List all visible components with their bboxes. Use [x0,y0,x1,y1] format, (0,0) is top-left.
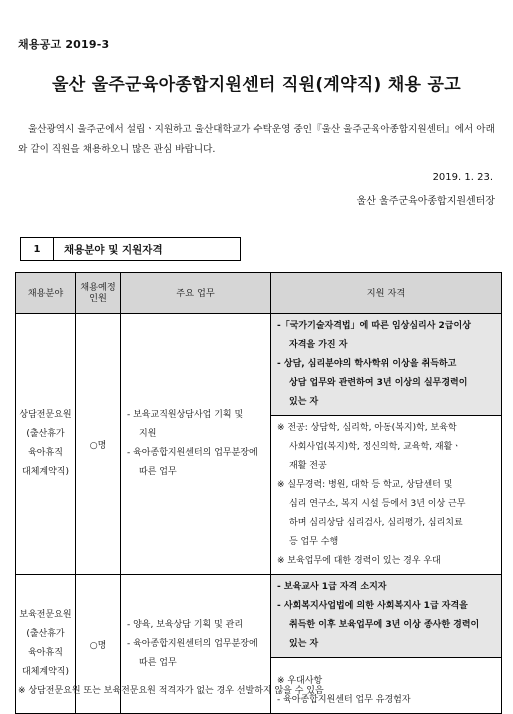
text-line: 육아휴직 [28,448,63,458]
header-count: 채용예정 인원 [76,273,121,314]
quals-main [271,575,501,658]
cell-count: ○명 [76,314,121,575]
text-line: 보육전문요원 [19,610,72,620]
quals-main [271,314,501,416]
table-row [16,314,502,575]
issuer-name: 울산 울주군육아종합지원센터장 [356,196,495,207]
footnote: ※ 상담전문요원 또는 보육전문요원 적격자가 없는 경우 선발하지 않을 수 있음 [18,686,324,696]
notice-date: 2019. 1. 23. [432,172,493,183]
text-line: 대체계약직) [22,667,69,677]
text-line: 따른 업무 [139,657,177,668]
text-line: 지원 [139,429,157,439]
text-line: ※ 보육업무에 대한 경력이 있는 경우 우대 [277,556,441,566]
text-line: 대체계약직) [22,467,69,477]
text-line: 등 업무 수행 [289,537,339,547]
text-line: 취득한 이후 보육업무에 3년 이상 종사한 경력이 [289,620,480,630]
notice-number: 채용공고 2019-3 [18,38,110,51]
text-line: 상담전문요원 [19,410,72,420]
text-line: ※ 실무경력: 병원, 대학 등 학교, 상담센터 및 [277,480,453,490]
text-line: - 육아종합지원센터 업무 유경험자 [277,695,411,705]
text-line: - 양육, 보육상담 기획 및 관리 [127,619,244,630]
recruitment-table [15,272,502,714]
cell-duties [121,314,271,575]
text-line: 재활 전공 [289,461,327,471]
text-line: 사회사업(복지)학, 정신의학, 교육학, 재활ㆍ [289,442,461,452]
section-title: 채용분야 및 지원자격 [54,237,241,261]
section-number: 1 [20,237,54,261]
section-header [20,237,241,261]
text-line: -「국가기술자격법」에 따른 임상심리사 2급이상 [277,321,471,331]
text-line: 하며 심리상담 심리검사, 심리평가, 심리치료 [289,518,463,528]
cell-count: ○명 [76,575,121,714]
table-header-row [16,273,502,314]
quals-notes [271,416,501,574]
text-line: 따른 업무 [139,467,177,477]
header-quals: 지원 자격 [271,273,502,314]
text-line: (출산휴가 [26,429,65,439]
text-line: 상담 업무와 관련하여 3년 이상의 실무경력이 [289,378,468,388]
page-title: 울산 울주군육아종합지원센터 직원(계약직) 채용 공고 [52,75,461,95]
text-line: 있는 자 [289,397,319,407]
text-line: - 상담, 심리분야의 학사학위 이상을 취득하고 [277,359,457,369]
text-line: ※ 전공: 상담학, 심리학, 아동(복지)학, 보육학 [277,423,457,433]
intro-paragraph: 울산광역시 울주군에서 설립ㆍ지원하고 울산대학교가 수탁운영 중인『울산 울주군육아종합지원센터』에서 아래와 같이 직원을 채용하오니 많은 관심 바랍니다. [18,124,495,155]
text-line: 자격을 가진 자 [289,340,348,350]
cell-field [16,314,76,575]
text-line: - 보육교사 1급 자격 소지자 [277,582,387,592]
text-line: 심리 연구소, 복지 시설 등에서 3년 이상 근무 [289,499,466,509]
text-line: 육아휴직 [28,648,63,658]
text-line: - 사회복지사업법에 의한 사회복지사 1급 자격을 [277,601,468,611]
text-line: - 보육교직원상담사업 기획 및 [127,410,244,420]
header-duties: 주요 업무 [121,273,271,314]
text-line: ※ 우대사항 [277,676,323,686]
text-line: 있는 자 [289,639,319,649]
text-line: (출산휴가 [26,629,65,639]
header-field: 채용분야 [16,273,76,314]
text-line: - 육아종합지원센터의 업무분장에 [127,448,258,458]
cell-quals [271,314,502,575]
text-line: - 육아종합지원센터의 업무분장에 [127,638,258,649]
